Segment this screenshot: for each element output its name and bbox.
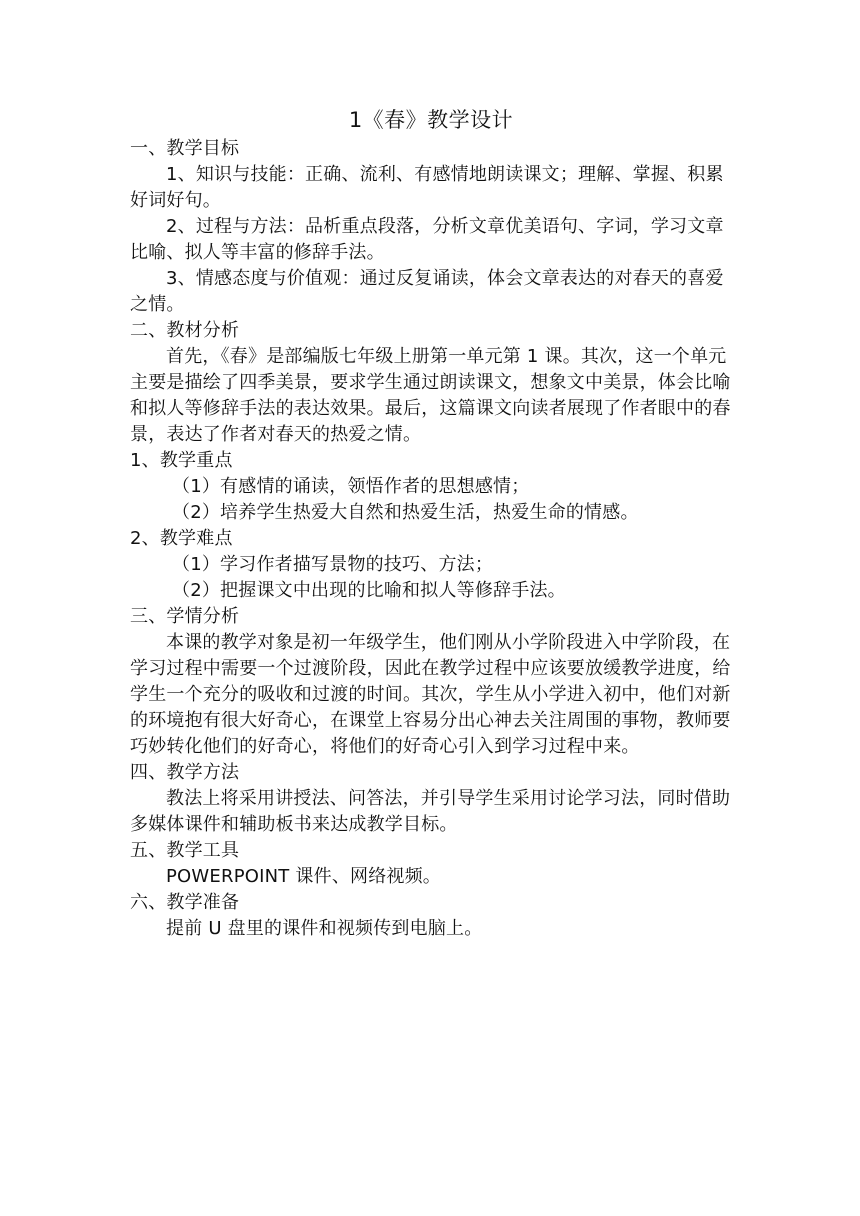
- difficulty-item: （1）学习作者描写景物的技巧、方法；: [172, 554, 494, 575]
- material-analysis-paragraph: 首先，《春》是部编版七年级上册第一单元第 1 课。其次，这一个单元主要是描绘了四季美景，要求学生通过朗读课文，想象文中美景，体会比喻和拟人等修辞手法的表达效果。最后，这篇课文向读者展现了作者眼中的春景，表达了作者对春天的热爱之情。: [130, 346, 731, 445]
- goal-process-method: 2、过程与方法：品析重点段落，分析文章优美语句、字词，学习文章比喻、拟人等丰富的修辞手法。: [130, 216, 724, 263]
- document-body: [130, 104, 732, 942]
- key-point-item: （2）培养学生热爱大自然和热爱生活，热爱生命的情感。: [172, 502, 639, 523]
- section-heading-teaching-goals: 一、教学目标: [130, 138, 240, 159]
- section-heading-teaching-tools: 五、教学工具: [130, 840, 240, 861]
- teaching-preparation-paragraph: 提前 U 盘里的课件和视频传到电脑上。: [166, 918, 483, 939]
- subheading-difficulties: 2、教学难点: [130, 528, 233, 549]
- section-heading-material-analysis: 二、教材分析: [130, 320, 240, 341]
- document-title: 1《春》教学设计: [348, 108, 514, 132]
- difficulty-item: （2）把握课文中出现的比喻和拟人等修辞手法。: [172, 580, 566, 601]
- section-heading-teaching-preparation: 六、教学准备: [130, 892, 240, 913]
- key-point-item: （1）有感情的诵读，领悟作者的思想感情；: [172, 476, 530, 497]
- section-heading-teaching-methods: 四、教学方法: [130, 762, 240, 783]
- teaching-tools-paragraph: POWERPOINT 课件、网络视频。: [166, 866, 442, 887]
- goal-emotion-values: 3、情感态度与价值观：通过反复诵读，体会文章表达的对春天的喜爱之情。: [130, 268, 724, 315]
- subheading-key-points: 1、教学重点: [130, 450, 233, 471]
- goal-knowledge-skills: 1、知识与技能：正确、流利、有感情地朗读课文；理解、掌握、积累好词好句。: [130, 164, 724, 211]
- teaching-methods-paragraph: 教法上将采用讲授法、问答法，并引导学生采用讨论学习法，同时借助多媒体课件和辅助板书来达成教学目标。: [130, 788, 731, 835]
- learner-analysis-paragraph: 本课的教学对象是初一年级学生，他们刚从小学阶段进入中学阶段，在学习过程中需要一个过渡阶段，因此在教学过程中应该要放缓教学进度，给学生一个充分的吸收和过渡的时间。其次，学生从小学进入初中，他们对新的环境抱有很大好奇心，在课堂上容易分出心神去关注周围的事物，教师要巧妙转化他们的好奇心，将他们的好奇心引入到学习过程中来。: [130, 632, 731, 757]
- section-heading-learner-analysis: 三、学情分析: [130, 606, 240, 627]
